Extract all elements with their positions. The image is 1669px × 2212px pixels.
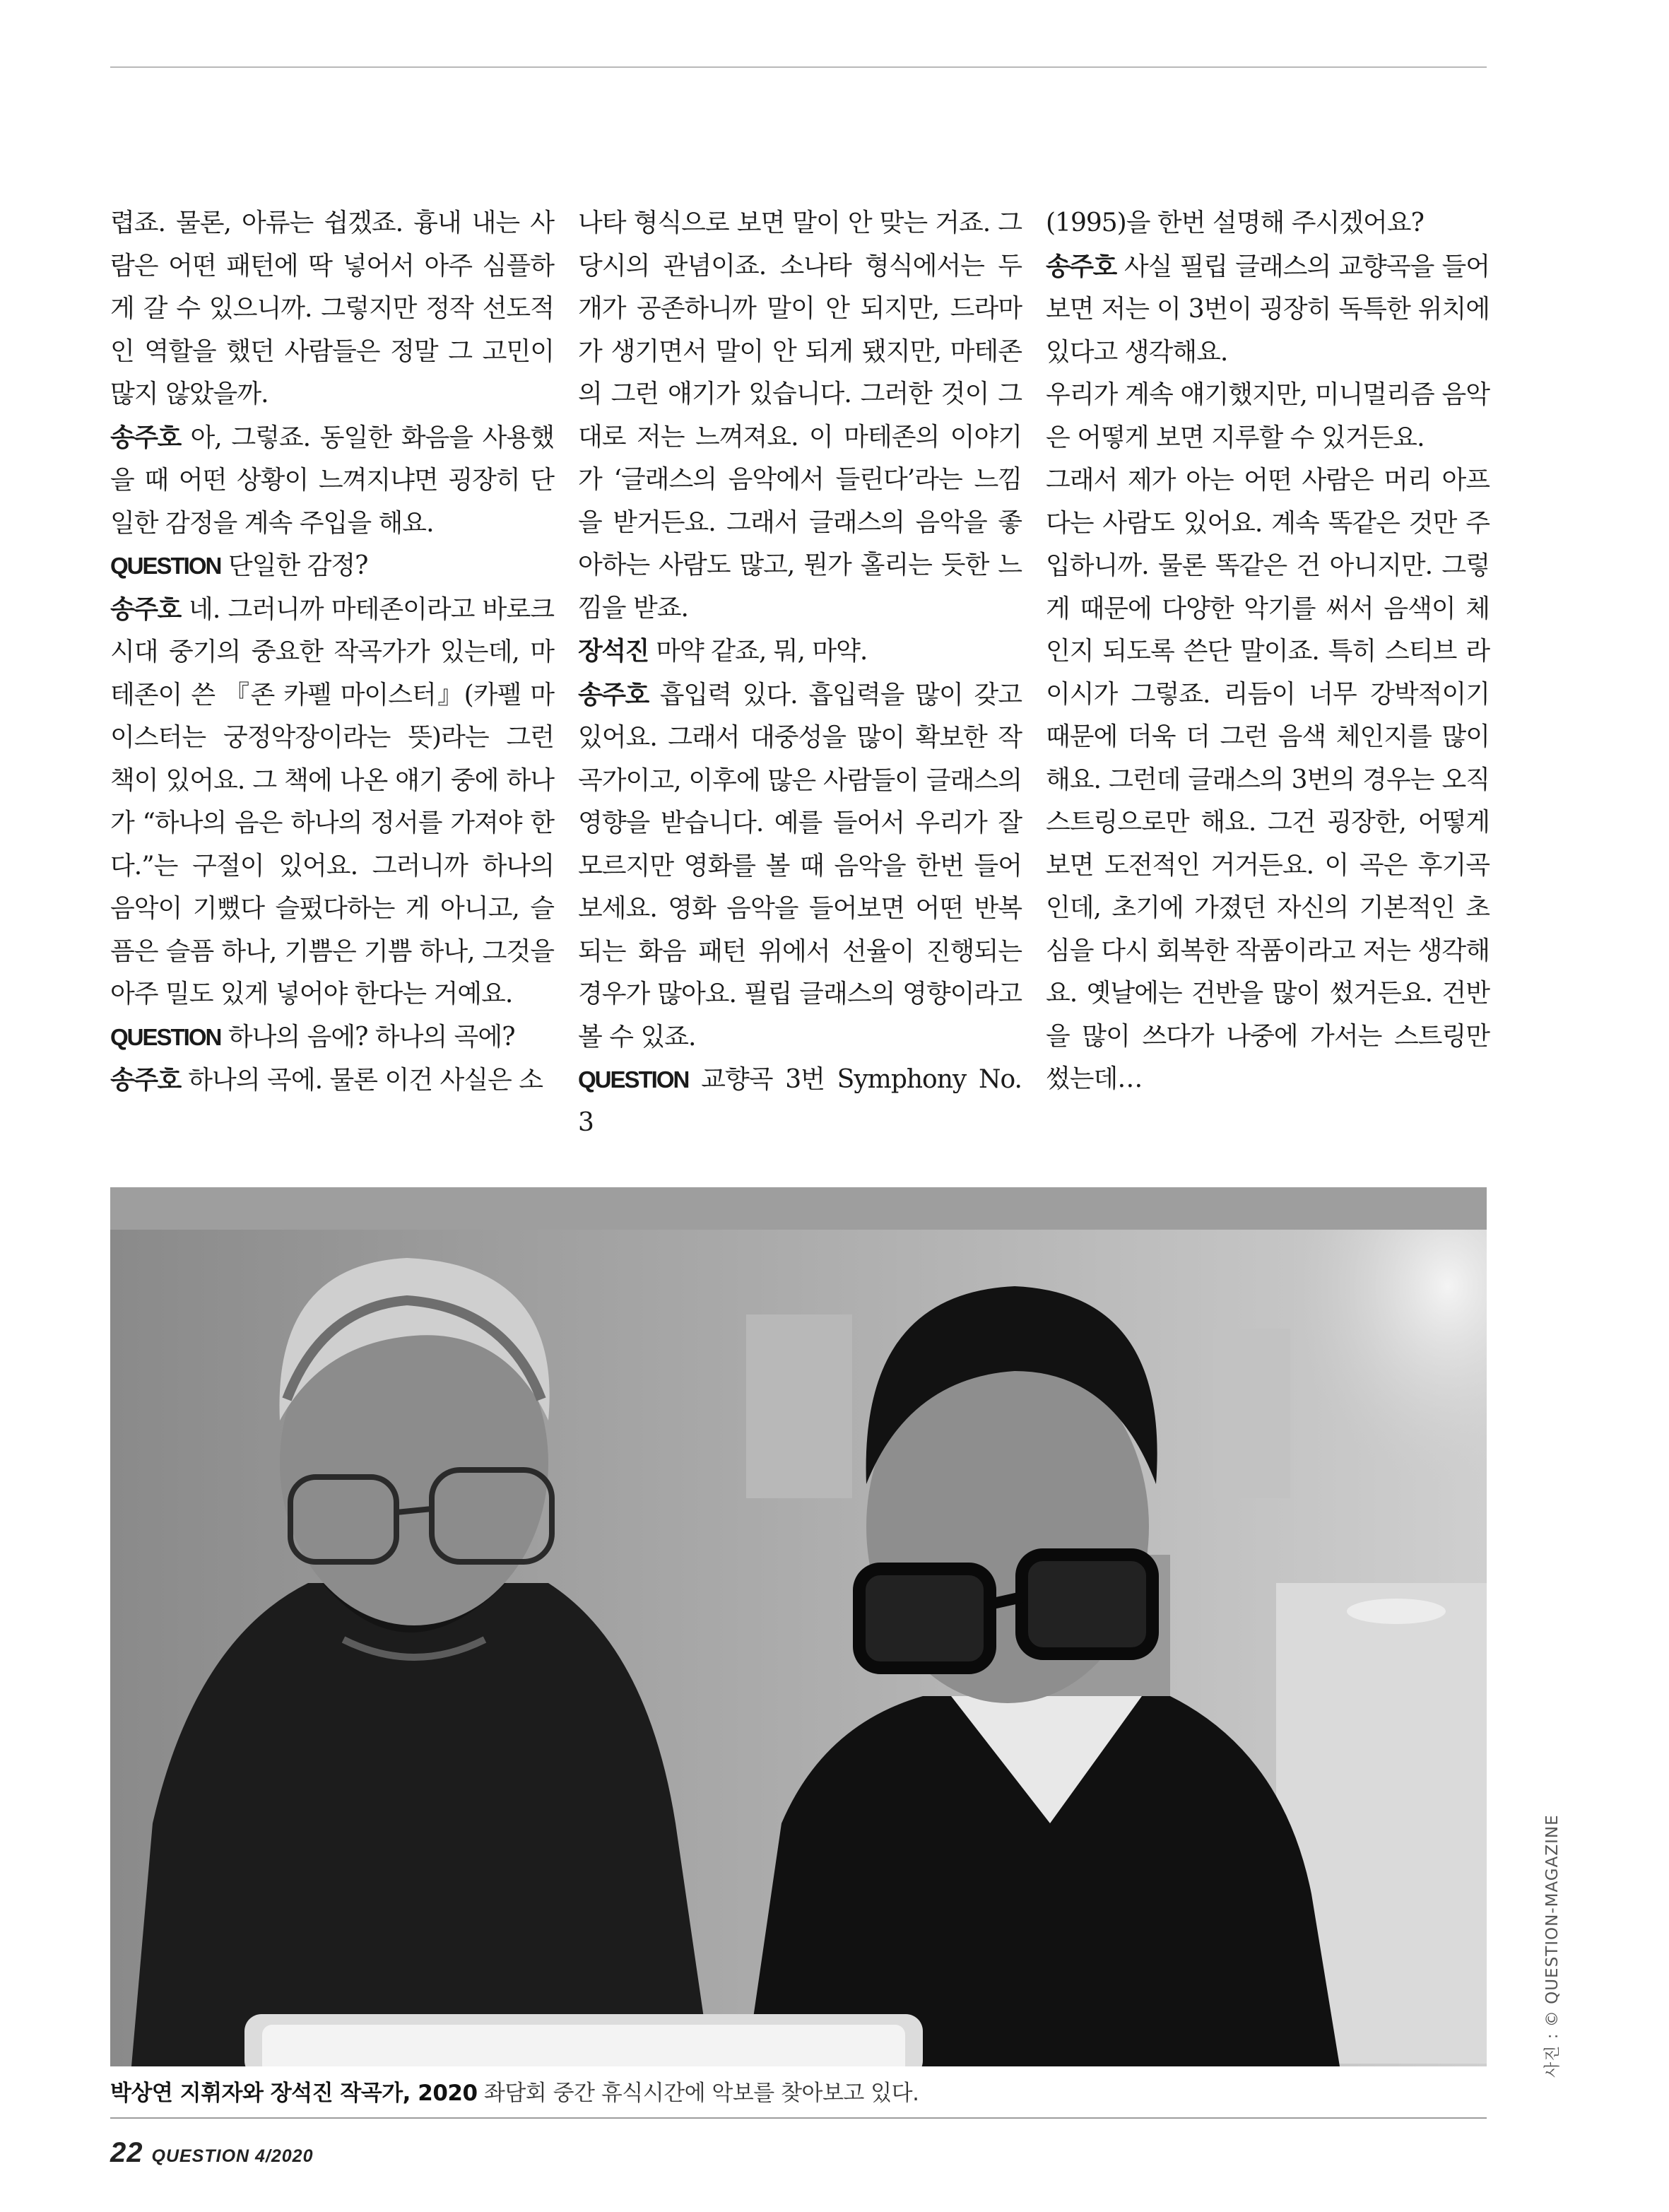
paragraph xyxy=(110,1016,554,1059)
top-rule xyxy=(110,66,1487,68)
paragraph xyxy=(1046,202,1490,245)
paragraph-text: 하나의 음에? 하나의 곡에? xyxy=(228,1022,515,1052)
speaker-name: 송주호 xyxy=(578,679,649,709)
paragraph xyxy=(110,545,554,588)
photo-illustration xyxy=(110,1187,1487,2066)
paragraph xyxy=(578,673,1022,1059)
paragraph-text: 네. 그러니까 마테존이라고 바로크 시대 중기의 중요한 작곡가가 있는데, 마테존이 쓴 『존 카펠 마이스터』(카펠 마이스터는 궁정악장이라는 뜻)라는 그런 책이 있어요. 그 책에 나온 얘기 중에 하나가 “하나의 음은 하나의 정서를 가져야 한다.”는 구절이 있어요. 그러니까 하나의 음악이 기뻤다 슬펐다하는 게 아니고, 슬픔은 슬픔 하나, 기쁨은 기쁨 하나, 그것을 아주 밀도 있게 넣어야 한다는 거예요. xyxy=(110,594,554,1008)
speaker-name: 송주호 xyxy=(1046,251,1116,281)
article-column-2 xyxy=(578,202,1022,1144)
photo-caption xyxy=(110,2079,919,2107)
paragraph-text: 그래서 제가 아는 어떤 사람은 머리 아프다는 사람도 있어요. 계속 똑같은 것만 주입하니까. 물론 똑같은 건 아니지만. 그렇게 때문에 다양한 악기를 써서 음색이 체인지 되도록 쓴단 말이죠. 특히 스티브 라이시가 그렇죠. 리듬이 너무 강박적이기 때문에 더욱 더 그런 음색 체인지를 많이 해요. 그런데 글래스의 3번의 경우는 오직 스트링으로만 해요. 그건 굉장한, 어떻게 보면 도전적인 거거든요. 이 곡은 후기곡인데, 초기에 가졌던 자신의 기본적인 초심을 다시 회복한 작품이라고 저는 생각해요. 옛날에는 건반을 많이 썼거든요. 건반을 많이 쓰다가 나중에 가서는 스트링만 썼는데… xyxy=(1046,466,1490,1093)
paragraph xyxy=(578,1059,1022,1144)
paragraph xyxy=(578,202,1022,630)
paragraph-text: 나타 형식으로 보면 말이 안 맞는 거죠. 그 당시의 관념이죠. 소나타 형식에서는 두 개가 공존하니까 말이 안 되지만, 드라마가 생기면서 말이 안 되게 됐지만, 마테존의 그런 얘기가 있습니다. 그러한 것이 그대로 저는 느껴져요. 이 마테존의 이야기가 ‘글래스의 음악에서 들린다’라는 느낌을 받거든요. 그래서 글래스의 음악을 좋아하는 사람도 많고, 뭔가 홀리는 듯한 느낌을 받죠. xyxy=(578,208,1022,623)
paragraph-text: 단일한 감정? xyxy=(228,551,368,580)
paragraph xyxy=(1046,459,1490,1101)
article-photo xyxy=(110,1187,1487,2066)
page-folio xyxy=(110,2137,313,2169)
paragraph xyxy=(110,588,554,1016)
page-number: 22 xyxy=(110,2137,143,2168)
paragraph-text: 렵죠. 물론, 아류는 쉽겠죠. 흉내 내는 사람은 어떤 패턴에 딱 넣어서 아주 심플하게 갈 수 있으니까. 그렇지만 정작 선도적인 역할을 했던 사람들은 정말 그 고민이 많지 않았을까. xyxy=(110,208,554,408)
speaker-name: 장석진 xyxy=(578,636,649,665)
speaker-name: 송주호 xyxy=(110,422,181,452)
question-label: QUESTION xyxy=(110,1023,221,1050)
speaker-name: 송주호 xyxy=(110,1065,181,1094)
paragraph-text: 교향곡 3번 Symphony No. 3 xyxy=(578,1065,1022,1137)
paragraph-text: 사실 필립 글래스의 교향곡을 들어보면 저는 이 3번이 굉장히 독특한 위치에 있다고 생각해요. xyxy=(1046,252,1490,367)
paragraph-text: 아, 그렇죠. 동일한 화음을 사용했을 때 어떤 상황이 느껴지냐면 굉장히 단일한 감정을 계속 주입을 해요. xyxy=(110,423,554,538)
paragraph xyxy=(1046,374,1490,459)
paragraph xyxy=(110,1059,554,1102)
paragraph xyxy=(578,630,1022,673)
bottom-rule xyxy=(110,2117,1487,2119)
paragraph-text: 흡입력 있다. 흡입력을 많이 갖고 있어요. 그래서 대중성을 많이 확보한 작곡가이고, 이후에 많은 사람들이 글래스의 영향을 받습니다. 예를 들어서 우리가 잘 모르지만 영화를 볼 때 음악을 한번 들어보세요. 영화 음악을 들어보면 어떤 반복되는 화음 패턴 위에서 선율이 진행되는 경우가 많아요. 필립 글래스의 영향이라고 볼 수 있죠. xyxy=(578,680,1022,1052)
caption-text: 좌담회 중간 휴식시간에 악보를 찾아보고 있다. xyxy=(477,2081,919,2106)
paragraph-text: 하나의 곡에. 물론 이건 사실은 소 xyxy=(188,1066,543,1095)
paragraph xyxy=(110,202,554,416)
paragraph-text: 우리가 계속 얘기했지만, 미니멀리즘 음악은 어떻게 보면 지루할 수 있거든요. xyxy=(1046,380,1490,452)
article-column-3 xyxy=(1046,202,1490,1101)
paragraph-text: 마약 같죠, 뭐, 마약. xyxy=(656,637,868,666)
paragraph xyxy=(110,416,554,546)
question-label: QUESTION xyxy=(110,553,221,579)
publication-issue: QUESTION 4/2020 xyxy=(151,2146,314,2166)
paragraph xyxy=(1046,245,1490,375)
question-label: QUESTION xyxy=(578,1066,689,1093)
caption-bold: 박상연 지휘자와 장석진 작곡가, 2020 xyxy=(110,2081,478,2106)
speaker-name: 송주호 xyxy=(110,594,181,623)
article-column-1 xyxy=(110,202,554,1102)
paragraph-text: (1995)을 한번 설명해 주시겠어요? xyxy=(1046,208,1424,237)
photo-credit: 사진 : © QUESTION-MAGAZINE xyxy=(1543,1814,1562,2078)
